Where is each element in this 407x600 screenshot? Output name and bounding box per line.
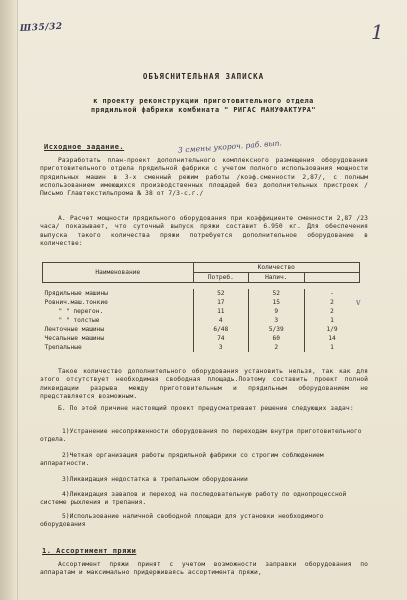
task-paragraph: Разработать план-проект дополнительного комплексного размещения оборудования приготовительного отдела прядильной фабрики с учетом полного использования мощности прядильных машин в 3-х сменный режим работы /коэф.сменности 2,87/, с полным использованием имеющихся производственных площадей без дополнительных пристроек /Письмо Главтекстильпрома № 38 от 7/3-с.г./ [40, 157, 368, 198]
table-row [43, 298, 360, 307]
table-header-quantity: Количество [193, 263, 359, 273]
table-row [43, 334, 360, 343]
row-have: 52 [249, 289, 304, 298]
table-header-have: Налич. [249, 273, 304, 283]
task-list-item-3: 3)Ликвидация недостатка в трепальном оборудовании [62, 476, 248, 483]
table-header-need: Потреб. [193, 273, 248, 283]
assortment-paragraph: Ассортимент пряжи принят с учетом возможности заправки оборудования по аппаратам и максимально придерживаясь ассортимента пряжи, [40, 561, 368, 577]
row-name: Ленточные машины [44, 326, 105, 333]
row-have: 3 [249, 316, 304, 325]
row-diff: 1 [304, 343, 360, 352]
page-number: 1 [371, 20, 384, 44]
row-have: 9 [249, 307, 304, 316]
row-have: 60 [249, 334, 304, 343]
row-diff: 2 [304, 298, 360, 307]
row-have: 2 [249, 343, 304, 352]
table-header-diff [304, 273, 360, 283]
row-have: 15 [249, 298, 304, 307]
document-subtitle [0, 97, 407, 115]
archive-stamp: Ш35/32 [19, 21, 63, 34]
after-table-paragraph: Такое количество дополнительного оборудования установить нельзя, так как для этого отсутствует необходимая свободная площадь.Поэтому составить проект полной ликвидации разрыва между приготовительным и прядильным оборудованием не представляется возможным. [40, 368, 368, 400]
task-list-item-2: 2)Четкая организация работы прядильной фабрики со строгим соблюдением аппаратности. [40, 452, 324, 468]
task-list-item-5: 5)Использование наличной свободной площади для установки необходимого оборудования [40, 513, 324, 529]
row-have: 5/39 [249, 325, 304, 334]
row-name: Ровнич.маш.тонкие [44, 299, 108, 306]
row-need: 4 [193, 316, 248, 325]
table-header-name: Наименование [43, 263, 194, 283]
table-row [43, 325, 360, 334]
row-diff: - [304, 289, 360, 298]
section-heading-task: Исходное задание. [44, 143, 125, 151]
binding-edge [0, 0, 18, 600]
task-list-item-1: 1)Устранение несопряженности оборудования по переходам внутри приготовительного отдела. [40, 428, 362, 444]
row-diff: 14 [304, 334, 360, 343]
document-title: ОБЪЯСНИТЕЛЬНАЯ ЗАПИСКА [142, 72, 265, 81]
row-diff: 2 [304, 307, 360, 316]
table-row [43, 289, 360, 298]
row-name: " " перегон. [58, 308, 104, 315]
table-row [43, 316, 360, 325]
row-name: Трепальные [44, 344, 82, 351]
row-need: 52 [193, 289, 248, 298]
subtitle-line-2: прядильной фабрики комбината " РИГАС МАНУФАКТУРА" [90, 106, 316, 114]
row-diff: 1 [304, 316, 360, 325]
row-need: 11 [193, 307, 248, 316]
check-mark: v [356, 298, 361, 307]
task-list-item-4: 4)Ликвидация завалов и переход на последовательную работу по однопроцессной системе рыхления и трепания. [40, 491, 347, 507]
row-name: Прядильные машины [44, 290, 108, 297]
handwritten-note: 3 смены укороч. раб. вып. [177, 138, 283, 155]
calculation-paragraph: А. Расчет мощности прядильного оборудования при коэффициенте сменности 2,87 /23 часа/ показывает, что суточный выпуск пряжи составит 6.950 кг. Для обеспечения выпуска такого количества пряжи потребуется дополнительное оборудование в количестве: [40, 215, 368, 247]
row-name: " " толстые [58, 317, 100, 324]
table-row [43, 343, 360, 352]
row-need: 3 [193, 343, 248, 352]
tasks-intro-paragraph: Б. По этой причине настоящий проект предусматривает решение следующих задач: [58, 405, 354, 412]
row-need: 74 [193, 334, 248, 343]
subtitle-line-1: к проекту реконструкции приготовительного отдела [93, 97, 314, 105]
row-need: 6/48 [193, 325, 248, 334]
section-heading-assortment: 1. Ассортимент пряжи [42, 547, 137, 555]
row-need: 17 [193, 298, 248, 307]
row-diff: 1/9 [304, 325, 360, 334]
equipment-table [42, 262, 360, 352]
row-name: Чесальные машины [44, 335, 105, 342]
table-row [43, 307, 360, 316]
